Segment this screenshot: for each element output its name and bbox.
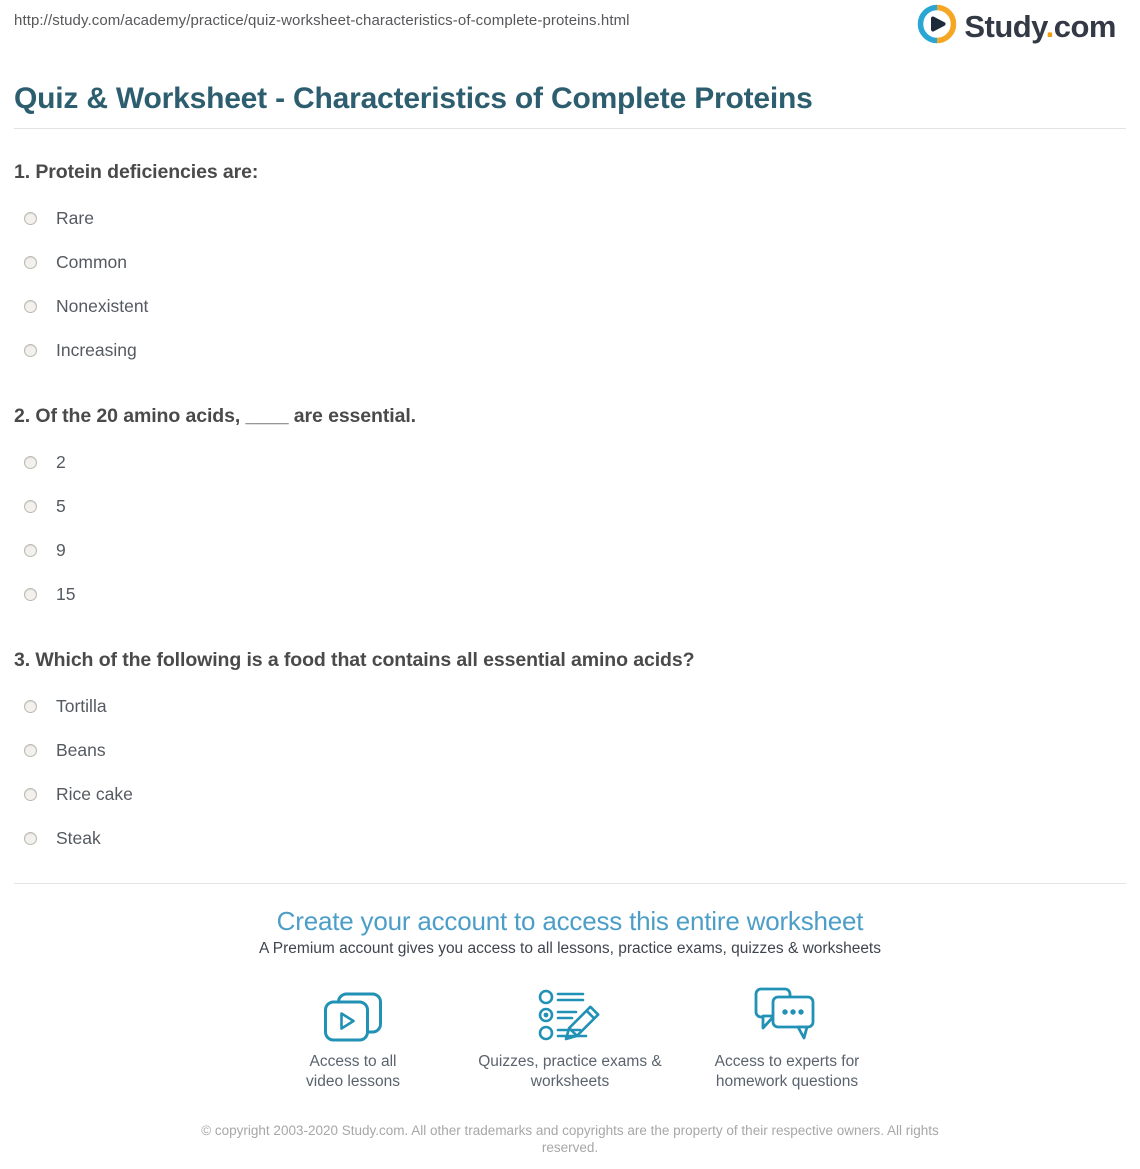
answer-option[interactable] [24,785,1126,803]
answer-option-label: Steak [56,828,101,848]
answer-option-label: 5 [56,496,66,516]
answer-option[interactable] [24,741,1126,759]
expert-chat-icon [752,986,822,1044]
page-header [14,0,1126,52]
question-heading: 2. Of the 20 amino acids, ____ are essential. [14,405,416,427]
question-block [14,161,1126,359]
radio-button-icon[interactable] [24,588,37,601]
radio-button-icon[interactable] [24,300,37,313]
answer-options [14,209,1126,359]
feature-expert-help [679,986,896,1092]
radio-button-icon[interactable] [24,456,37,469]
feature-list [14,986,1126,1092]
answer-option[interactable] [24,297,1126,315]
question-block [14,649,1126,847]
answer-option-label: Tortilla [56,696,107,716]
answer-option-label: Increasing [56,340,137,360]
quizzes-worksheets-icon [536,986,604,1044]
account-heading: Create your account to access this entire worksheet [276,906,864,936]
answer-option-label: Beans [56,740,106,760]
studycom-logo-icon [917,4,957,49]
quiz-questions [14,161,1126,847]
answer-option[interactable] [24,253,1126,271]
radio-button-icon[interactable] [24,500,37,513]
question-heading: 1. Protein deficiencies are: [14,161,259,183]
answer-option-label: 2 [56,452,66,472]
answer-option-label: 9 [56,540,66,560]
feature-video-lessons [245,986,462,1092]
studycom-logo-text: Study.com [964,9,1116,44]
answer-option-label: Rare [56,208,94,228]
answer-option[interactable] [24,497,1126,515]
answer-option-label: Common [56,252,127,272]
page-footer [14,1122,1126,1156]
copyright-notice: © copyright 2003-2020 Study.com. All other trademarks and copyrights are the property of their respective owners. All rights reserved. [201,1123,939,1155]
studycom-logo[interactable] [917,4,1116,49]
account-section-divider [14,883,1126,884]
answer-option-label: Nonexistent [56,296,149,316]
answer-option[interactable] [24,453,1126,471]
title-divider [14,128,1126,129]
radio-button-icon[interactable] [24,256,37,269]
radio-button-icon[interactable] [24,832,37,845]
answer-options [14,453,1126,603]
create-account-section [14,906,1126,1092]
answer-option[interactable] [24,341,1126,359]
feature-quizzes-worksheets [462,986,679,1092]
video-lessons-icon [322,986,384,1044]
radio-button-icon[interactable] [24,344,37,357]
answer-option[interactable] [24,585,1126,603]
question-heading: 3. Which of the following is a food that contains all essential amino acids? [14,649,695,671]
answer-options [14,697,1126,847]
feature-label: Access to experts for homework questions [714,1053,860,1090]
feature-label: Quizzes, practice exams & worksheets [478,1053,662,1090]
question-block [14,405,1126,603]
radio-button-icon[interactable] [24,788,37,801]
answer-option-label: 15 [56,584,76,604]
answer-option[interactable] [24,829,1126,847]
answer-option[interactable] [24,209,1126,227]
radio-button-icon[interactable] [24,544,37,557]
radio-button-icon[interactable] [24,700,37,713]
account-subheading: A Premium account gives you access to all lessons, practice exams, quizzes & worksheets [259,940,881,957]
page-title: Quiz & Worksheet - Characteristics of Complete Proteins [14,82,813,115]
answer-option[interactable] [24,541,1126,559]
radio-button-icon[interactable] [24,212,37,225]
radio-button-icon[interactable] [24,744,37,757]
answer-option-label: Rice cake [56,784,133,804]
answer-option[interactable] [24,697,1126,715]
page-url: http://study.com/academy/practice/quiz-worksheet-characteristics-of-complete-proteins.html [14,12,630,29]
feature-label: Access to all video lessons [306,1053,400,1090]
